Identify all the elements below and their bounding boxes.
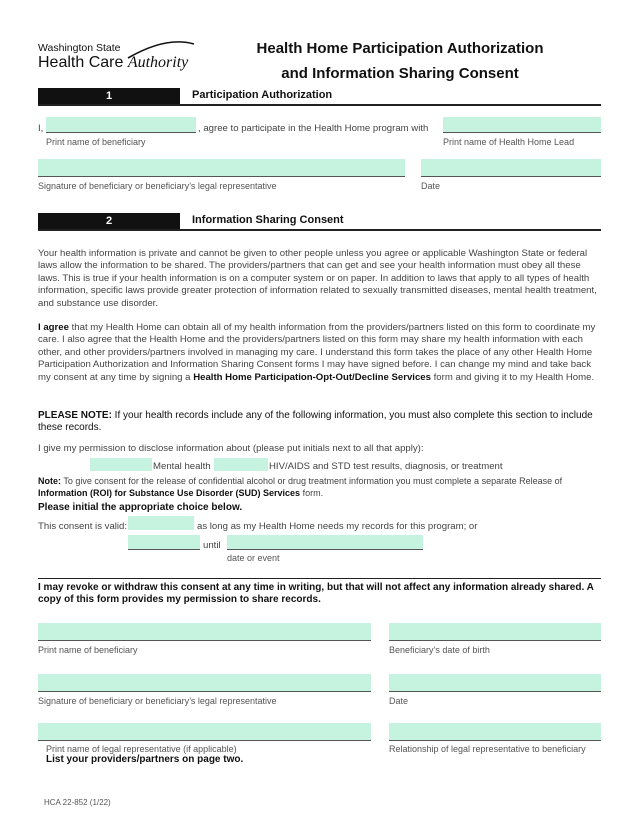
beneficiary-name-field-1[interactable] xyxy=(46,117,196,133)
section2-header xyxy=(38,213,601,231)
signature-label-2: Signature of beneficiary or beneficiary’s legal representative xyxy=(38,696,277,706)
health-home-lead-label: Print name of Health Home Lead xyxy=(443,137,575,147)
sud-note xyxy=(38,475,604,499)
permission-text: I give my permission to disclose information about (please put initials next to all that apply): xyxy=(38,443,424,454)
logo-line2b: Authority xyxy=(127,54,189,71)
page-title xyxy=(200,36,600,86)
section2-number: 2 xyxy=(38,213,180,229)
date-label-2: Date xyxy=(389,696,409,706)
section1-header xyxy=(38,88,601,106)
date-or-event-field[interactable] xyxy=(227,535,423,550)
form-id: HCA 22-852 (1/22) xyxy=(44,798,111,807)
legal-rep-name-field[interactable] xyxy=(38,723,371,741)
sud-note-text: To give consent for the release of confidential alcohol or drug treatment information you must complete a separate Release of xyxy=(61,476,563,486)
please-note-text: If your health records include any of the following information, you must also complete this section to include these records. xyxy=(38,410,593,434)
i-prefix: I, xyxy=(38,123,44,134)
logo-line1: Washington State xyxy=(38,42,121,54)
agree-text-a: that my Health Home can obtain all of my health information from the providers/partners listed on this form to coordinate my care. I also agree that the Health Home and the providers/partners listed on this form may share my health information with each other, and other providers/partners involved in managing my care. I understand this form takes the place of any other Health Home Participation Authorization and Information Sharing Consent forms I may have signed before. I can change my mind and take back my consent at any time by signing a xyxy=(38,322,596,383)
until-text: until xyxy=(203,540,221,551)
agree-text: , agree to participate in the Health Home program with xyxy=(198,123,429,134)
signature-field-1[interactable] xyxy=(38,159,405,177)
privacy-paragraph: Your health information is private and cannot be given to other people unless you agree or applicable Washington State or federal laws allow the information to be shared. The providers/partners that can get and see your health information must obey all these laws. This is true if your health information is on a computer system or on paper. In addition to laws that apply to all types of health information, specific laws provide greater protection of information related to sexually transmitted diseases, mental health treatment, and substance use disorder. xyxy=(38,248,597,309)
valid-prefix: This consent is valid: xyxy=(38,521,128,532)
legal-rep-label: Print name of legal representative (if applicable) xyxy=(46,744,237,754)
section1-number: 1 xyxy=(38,88,180,104)
hca-logo xyxy=(38,42,188,71)
agree-paragraph xyxy=(38,322,604,384)
date-or-event-label: date or event xyxy=(227,553,280,563)
title-line2: and Information Sharing Consent xyxy=(281,65,519,82)
logo-swoosh-icon xyxy=(126,40,196,60)
sud-note-end: form. xyxy=(300,488,324,498)
section2-title: Information Sharing Consent xyxy=(192,214,344,226)
title-line1: Health Home Participation Authorization xyxy=(256,40,544,57)
date-field-1[interactable] xyxy=(421,159,601,177)
dob-label: Beneficiary’s date of birth xyxy=(389,645,490,655)
print-name-label-2: Print name of beneficiary xyxy=(38,645,138,655)
signature-label-1: Signature of beneficiary or beneficiary’s legal representative xyxy=(38,181,277,191)
date-of-birth-field[interactable] xyxy=(389,623,601,641)
date-field-2[interactable] xyxy=(389,674,601,692)
section1-title: Participation Authorization xyxy=(192,89,333,101)
sud-note-bold: Note: xyxy=(38,476,61,486)
mental-health-initial-field[interactable] xyxy=(90,458,152,471)
agree-bold: I agree xyxy=(38,322,69,333)
please-note-bold: PLEASE NOTE: xyxy=(38,410,112,421)
valid-needs-initial-field[interactable] xyxy=(128,516,194,530)
initial-instruction: Please initial the appropriate choice below. xyxy=(38,502,243,513)
logo-line2a: Health Care xyxy=(38,54,128,71)
hiv-initial-field[interactable] xyxy=(214,458,268,471)
relationship-field[interactable] xyxy=(389,723,601,741)
revoke-divider xyxy=(38,578,601,579)
relationship-label: Relationship of legal representative to beneficiary xyxy=(389,744,586,754)
print-name-label: Print name of beneficiary xyxy=(46,137,146,147)
mental-health-option: Mental health xyxy=(153,461,211,472)
health-home-lead-field[interactable] xyxy=(443,117,601,133)
revoke-text: I may revoke or withdraw this consent at any time in writing, but that will not affect any information already shared. A copy of this form provides my permission to share records. xyxy=(38,582,594,606)
please-note xyxy=(38,410,604,435)
valid-text: as long as my Health Home needs my records for this program; or xyxy=(197,521,478,532)
hiv-std-option: HIV/AIDS and STD test results, diagnosis, or treatment xyxy=(269,461,503,472)
valid-until-initial-field[interactable] xyxy=(128,535,200,550)
beneficiary-name-field-2[interactable] xyxy=(38,623,371,641)
signature-field-2[interactable] xyxy=(38,674,371,692)
date-label-1: Date xyxy=(421,181,441,191)
providers-note: List your providers/partners on page two. xyxy=(46,754,244,765)
roi-form-name: Information (ROI) for Substance Use Disorder (SUD) Services xyxy=(38,488,301,498)
agree-text-b: form and giving it to my Health Home. xyxy=(430,371,595,383)
opt-out-form-name: Health Home Participation-Opt-Out/Decline Services xyxy=(193,371,431,383)
